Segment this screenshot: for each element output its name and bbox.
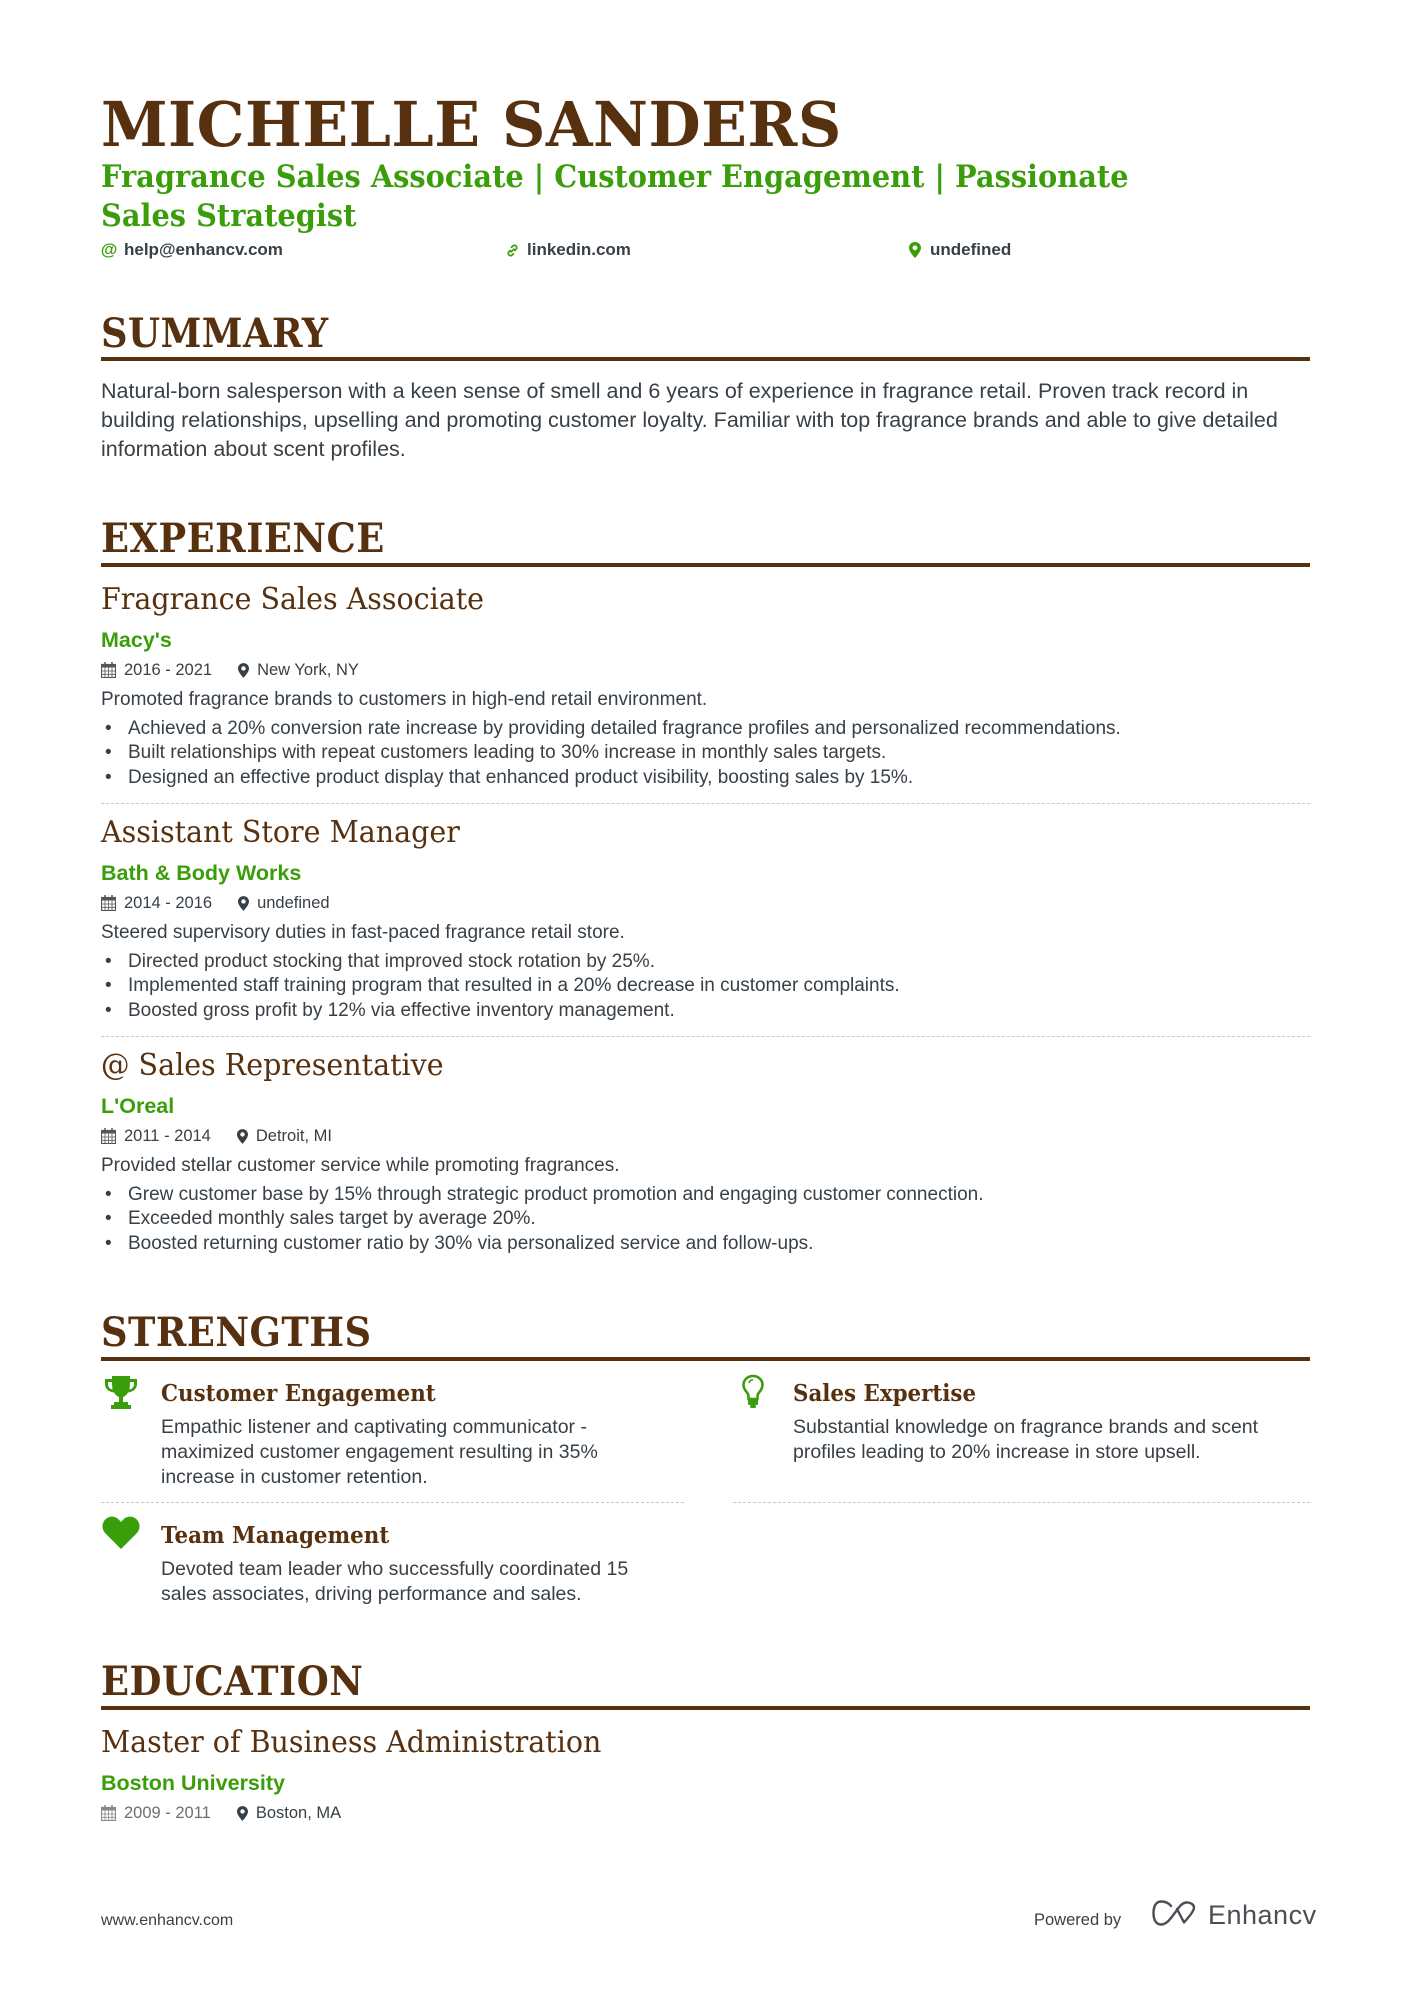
contact-location [907, 240, 1011, 260]
contact-linkedin[interactable] [504, 240, 631, 260]
education-heading: EDUCATION [101, 1658, 364, 1705]
bullet-item: • Boosted returning customer ratio by 30% via personalized service and follow-ups. [101, 1232, 1310, 1256]
job-dates: 2011 - 2014 [124, 1126, 211, 1145]
bullet-item: • Directed product stocking that improved stock rotation by 25%. [101, 950, 1310, 974]
strength-description: Devoted team leader who successfully coordinated 15 sales associates, driving performance and sales. [161, 1558, 629, 1605]
candidate-headline: Fragrance Sales Associate | Customer Engagement | Passionate Sales Strategist [101, 159, 1129, 234]
job-description: Provided stellar customer service while promoting fragrances. [101, 1155, 620, 1176]
heart-icon [101, 1515, 141, 1551]
location-pin-icon [237, 1129, 248, 1144]
entry-divider [101, 1036, 1310, 1037]
enhancv-logo-icon [1152, 1900, 1198, 1931]
bullet-item: • Designed an effective product display that enhanced product visibility, boosting sales by 15%. [101, 766, 1310, 790]
calendar-icon [101, 1128, 116, 1144]
degree-title: Master of Business Administration [101, 1725, 602, 1760]
contact-email[interactable] [101, 240, 283, 260]
job-bullets [101, 1183, 1310, 1256]
strength-divider [101, 1502, 684, 1503]
calendar-icon [101, 895, 116, 911]
job-location: New York, NY [257, 660, 359, 679]
job-dates: 2016 - 2021 [124, 660, 213, 679]
footer-website-link[interactable]: www.enhancv.com [101, 1912, 234, 1929]
summary-heading: SUMMARY [101, 310, 329, 357]
job-meta [101, 892, 330, 914]
strength-title: Team Management [161, 1522, 390, 1549]
powered-by-label: Powered by [1034, 1911, 1122, 1929]
job-title: Assistant Store Manager [101, 815, 460, 850]
job-dates: 2014 - 2016 [124, 893, 213, 912]
location-pin-icon [907, 242, 923, 258]
summary-divider [101, 357, 1310, 361]
job-bullets [101, 717, 1310, 790]
job-meta [101, 1125, 332, 1147]
calendar-icon [101, 662, 116, 678]
strength-title: Sales Expertise [793, 1380, 977, 1407]
bullet-item: • Implemented staff training program that resulted in a 20% decrease in customer complaints. [101, 974, 1310, 998]
job-description: Promoted fragrance brands to customers in high-end retail environment. [101, 689, 708, 710]
calendar-icon [101, 1805, 116, 1821]
contact-email-text: help@enhancv.com [124, 240, 283, 259]
contact-location-text: undefined [930, 240, 1012, 259]
strength-title: Customer Engagement [161, 1380, 436, 1407]
trophy-icon [101, 1374, 141, 1410]
contact-linkedin-text: linkedin.com [527, 240, 631, 259]
strength-description: Substantial knowledge on fragrance brands and scent profiles leading to 20% increase in store upsell. [793, 1416, 1259, 1463]
contact-info [101, 240, 1310, 264]
education-divider [101, 1706, 1310, 1710]
candidate-name: MICHELLE SANDERS [101, 88, 842, 161]
job-description: Steered supervisory duties in fast-paced fragrance retail store. [101, 922, 625, 943]
location-pin-icon [238, 663, 249, 678]
location-pin-icon [237, 1806, 248, 1821]
school-name: Boston University [101, 1771, 285, 1795]
enhancv-logo[interactable] [1152, 1900, 1317, 1931]
job-location: undefined [257, 893, 330, 912]
strength-divider [733, 1502, 1310, 1503]
strength-description: Empathic listener and captivating communicator - maximized customer engagement resulting in 35% increase in customer retention. [161, 1416, 598, 1488]
education-meta [101, 1802, 341, 1824]
summary-text: Natural-born salesperson with a keen sense of smell and 6 years of experience in fragrance retail. Proven track record in building relationships, upselling and promoting customer loyalty. Familiar with top fragrance brands and able to give detailed information about scent profiles. [101, 379, 1278, 461]
company-name: Bath & Body Works [101, 861, 302, 885]
location-pin-icon [238, 896, 249, 911]
entry-divider [101, 803, 1310, 804]
bullet-item: • Achieved a 20% conversion rate increase by providing detailed fragrance profiles and personalized recommendations. [101, 717, 1310, 741]
company-name: Macy's [101, 628, 172, 652]
enhancv-logo-text: Enhancv [1208, 1900, 1317, 1930]
link-icon [504, 243, 520, 258]
bullet-item: • Built relationships with repeat customers leading to 30% increase in monthly sales targets. [101, 741, 1310, 765]
job-location: Detroit, MI [255, 1126, 332, 1145]
strengths-heading: STRENGTHS [101, 1309, 372, 1356]
bullet-item: • Boosted gross profit by 12% via effective inventory management. [101, 999, 1310, 1023]
at-icon: @ [100, 240, 118, 259]
experience-divider [101, 563, 1310, 567]
bullet-item: • Exceeded monthly sales target by average 20%. [101, 1207, 1310, 1231]
job-meta [101, 659, 359, 681]
lightbulb-icon [733, 1374, 773, 1410]
education-dates: 2009 - 2011 [124, 1803, 211, 1822]
strengths-divider [101, 1357, 1310, 1361]
experience-heading: EXPERIENCE [101, 515, 385, 562]
job-title: @ Sales Representative [101, 1048, 444, 1083]
job-title: Fragrance Sales Associate [101, 582, 485, 617]
education-location: Boston, MA [255, 1803, 342, 1822]
bullet-item: • Grew customer base by 15% through strategic product promotion and engaging customer connection. [101, 1183, 1310, 1207]
job-bullets [101, 950, 1310, 1023]
company-name: L'Oreal [101, 1094, 175, 1118]
